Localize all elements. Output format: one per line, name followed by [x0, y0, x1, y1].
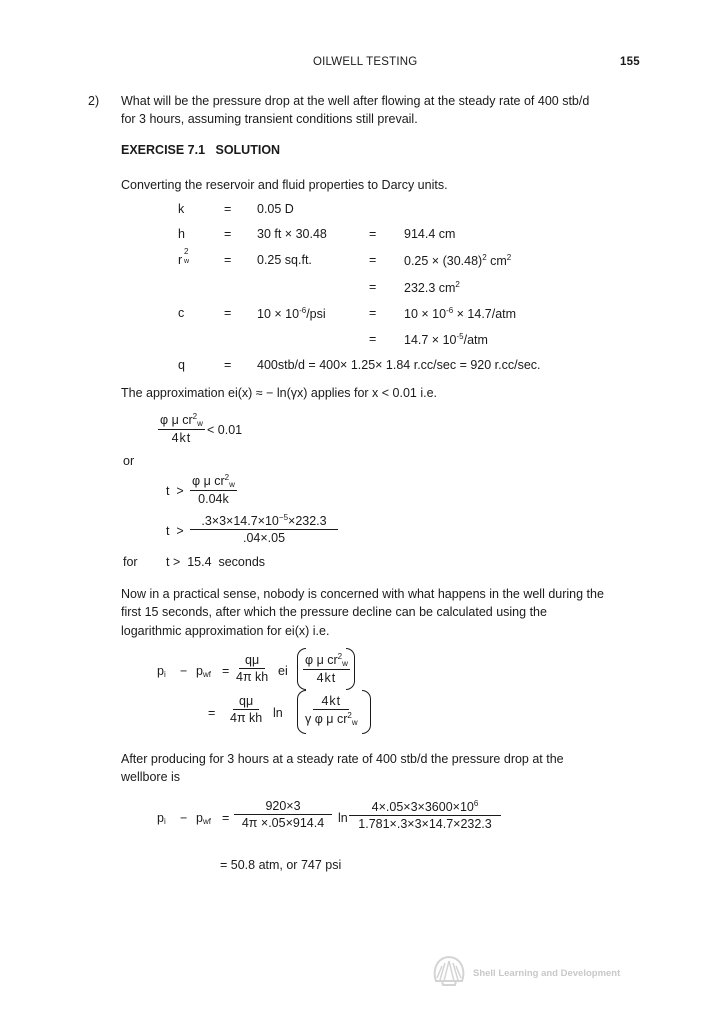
inequality-1-rhs: < 0.01 [207, 423, 243, 437]
eq1-argument-fraction: $\frac{\varphi \mu cr^2_w}{4kt}$ [305, 652, 348, 685]
for-expression: t > 15.4 seconds [166, 555, 266, 569]
unit-c-value: $10 \times 10^{-6}$/psi [257, 306, 326, 321]
shell-pecten-icon [432, 955, 466, 987]
eq3-function: ln [338, 811, 348, 825]
paragraph-2-line-2: first 15 seconds, after which the pressure decline can be calculated using the [121, 605, 547, 619]
unit-rw2-value: 232.3 $cm^2$ [404, 280, 460, 295]
unit-h-equals: = [224, 227, 232, 241]
eq2-right-paren [362, 690, 371, 734]
inequality-2-fraction: $\frac{\varphi \mu cr^2_w}{0.04k}$ [192, 473, 235, 506]
unit-c-value-2: $10 \times 10^{-6} \times 14.7/atm$ [404, 306, 517, 321]
paragraph-2-line-3: logarithmic approximation for ei(x) i.e. [121, 624, 330, 638]
eq3-equals: = [222, 811, 230, 825]
unit-c-equals: = [224, 306, 232, 320]
unit-k-equals: = [224, 202, 232, 216]
approximation-text: The approximation ei(x) ≈ − ln(γx) applies for x < 0.01 i.e. [121, 386, 438, 400]
unit-rw2-equals: = [369, 280, 377, 294]
unit-rw-value-2: $0.25 \times (30.48)^2$ $cm^2$ [404, 253, 512, 268]
unit-q-equals: = [224, 358, 232, 372]
unit-h-value-2: 914.4 cm [404, 227, 456, 241]
unit-c2-value: $14.7 \times 10^{-5}$/atm [404, 332, 488, 347]
eq2-equals: = [208, 706, 216, 720]
eq1-function: ei [278, 664, 288, 678]
unit-q-symbol: q [178, 358, 185, 372]
question-line-1: What will be the pressure drop at the well after flowing at the steady rate of 400 stb/d [121, 94, 590, 108]
eq3-p-i: $p_i$ [157, 811, 166, 826]
inequality-3-fraction: $\frac{.3\times 3\times 14.7\times 10^{-5}\times 232.3}{.04\times.05}$ [190, 513, 338, 545]
eq2-argument-fraction: $\frac{4kt}{\gamma \varphi \mu cr^2_w}$ [305, 694, 358, 727]
for-label: for [123, 555, 138, 569]
paragraph-2-line-1: Now in a practical sense, nobody is concerned with what happens in the well during the [121, 587, 604, 601]
eq1-equals: = [222, 664, 230, 678]
unit-k-value: 0.05 D [257, 202, 294, 216]
unit-c2-equals: = [369, 332, 377, 346]
eq3-argument-fraction: $\frac{4\times.05\times 3\times 3600\times 10^6}{1.781\times.3\times 3\times 14.7\times 232.3}$ [349, 799, 501, 831]
question-number: 2) [88, 94, 100, 108]
eq2-fraction: $\frac{q\mu}{\text{4π kh}}$ [230, 694, 263, 725]
unit-rw-equals: = [224, 253, 232, 267]
or-label: or [123, 454, 135, 468]
unit-rw-symbol: r 2 w [178, 247, 190, 267]
eq2-function: ln [273, 706, 283, 720]
unit-h-symbol: h [178, 227, 185, 241]
unit-q-value: 400stb/d = 400× 1.25× 1.84 r.cc/sec = 920 r.cc/sec. [257, 358, 541, 372]
eq1-fraction: $\frac{q\mu}{\text{4π kh}}$ [236, 653, 269, 684]
unit-k-symbol: k [178, 202, 185, 216]
eq3-p-wf: $p_{wf}$ [196, 811, 211, 826]
intro-text: Converting the reservoir and fluid properties to Darcy units. [121, 178, 448, 192]
eq1-minus: − [180, 664, 188, 678]
inequality-1-fraction: $\frac{\varphi \mu cr^2_w}{4kt}$ [160, 412, 203, 445]
unit-c-symbol: c [178, 306, 185, 320]
paragraph-3-line-2: wellbore is [121, 770, 181, 784]
eq3-fraction: $\frac{920\times 3}{4\pi \times.05\times 914.4}$ [234, 799, 332, 830]
unit-h-value: 30 ft × 30.48 [257, 227, 327, 241]
eq1-p-wf: $p_{wf}$ [196, 664, 211, 679]
eq3-minus: − [180, 811, 188, 825]
result-line: = 50.8 atm, or 747 psi [220, 858, 342, 872]
unit-rw-value: 0.25 sq.ft. [257, 253, 312, 267]
page-number: 155 [620, 56, 640, 68]
unit-rw-equals-2: = [369, 253, 377, 267]
footer-brand: Shell Learning and Development [473, 968, 621, 979]
question-line-2: for 3 hours, assuming transient conditions still prevail. [121, 112, 418, 126]
shell-logo [432, 955, 466, 990]
running-header-title: OILWELL TESTING [313, 56, 418, 68]
eq1-right-paren [346, 648, 355, 690]
eq1-p-i: $p_i$ [157, 664, 166, 679]
paragraph-3-line-1: After producing for 3 hours at a steady rate of 400 stb/d the pressure drop at the [121, 752, 564, 766]
solution-heading: EXERCISE 7.1 SOLUTION [121, 143, 281, 157]
inequality-2-lhs: t > [166, 484, 184, 498]
inequality-3-lhs: t > [166, 524, 184, 538]
unit-h-equals-2: = [369, 227, 377, 241]
unit-c-equals-2: = [369, 306, 377, 320]
